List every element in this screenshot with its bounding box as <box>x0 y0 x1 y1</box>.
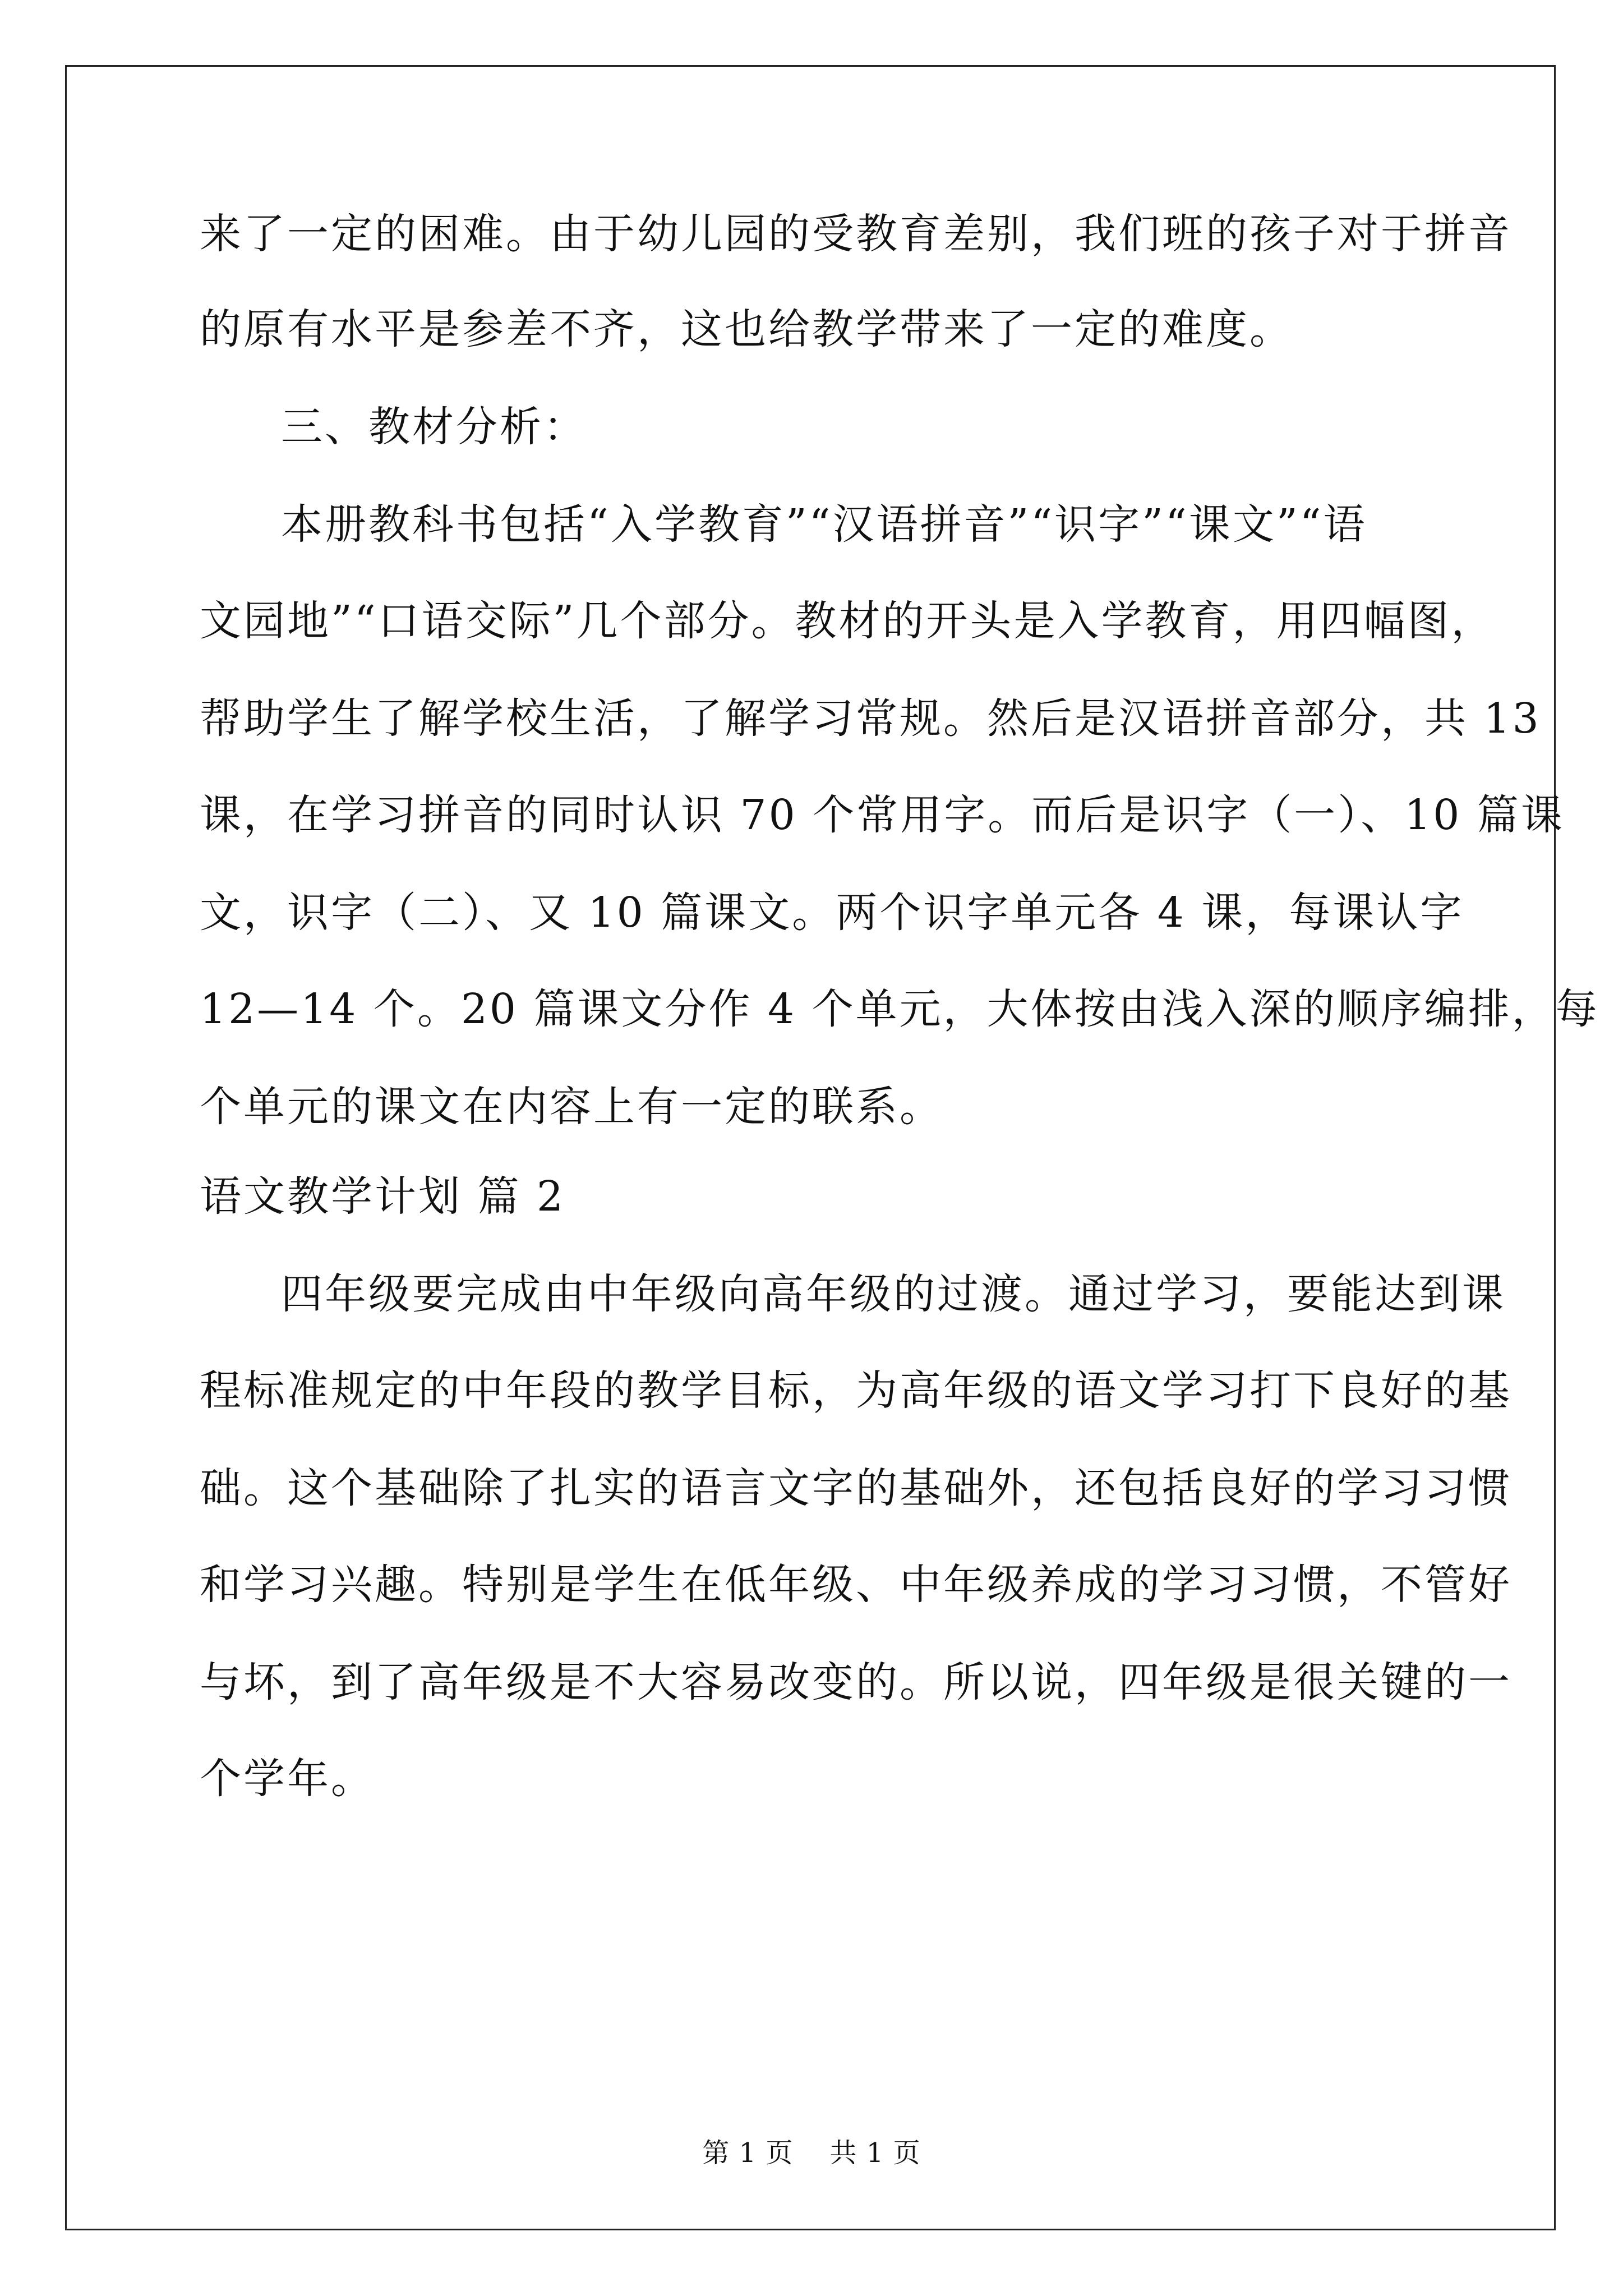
body-line: 的原有水平是参差不齐，这也给教学带来了一定的难度。 <box>200 305 1293 353</box>
body-line: 个学年。 <box>200 1755 375 1803</box>
body-line: 程标准规定的中年段的教学目标，为高年级的语文学习打下良好的基 <box>200 1366 1512 1415</box>
plan-title: 语文教学计划 篇 2 <box>200 1172 566 1221</box>
body-line: 课，在学习拼音的同时认识 70 个常用字。而后是识字（一）、10 篇课 <box>200 791 1565 839</box>
body-line: 文，识字（二）、又 10 篇课文。两个识字单元各 4 课，每课认字 <box>200 889 1464 937</box>
page-border <box>65 65 1556 2230</box>
section-heading: 三、教材分析： <box>281 403 587 451</box>
body-line: 12—14 个。20 篇课文分作 4 个单元，大体按由浅入深的顺序编排，每 <box>200 985 1599 1033</box>
paragraph-start: 四年级要完成由中年级向高年级的过渡。通过学习，要能达到课 <box>281 1270 1506 1318</box>
body-line: 帮助学生了解学校生活，了解学习常规。然后是汉语拼音部分，共 13 <box>200 694 1541 743</box>
body-line: 来了一定的困难。由于幼儿园的受教育差别，我们班的孩子对于拼音 <box>200 210 1512 258</box>
body-line: 文园地”“口语交际”几个部分。教材的开头是入学教育，用四幅图， <box>200 597 1495 645</box>
paragraph-start: 本册教科书包括“入学教育”“汉语拼音”“识字”“课文”“语 <box>281 500 1367 549</box>
page-footer: 第 1 页 共 1 页 <box>702 2137 921 2169</box>
body-line: 个单元的课文在内容上有一定的联系。 <box>200 1083 943 1131</box>
body-line: 和学习兴趣。特别是学生在低年级、中年级养成的学习习惯，不管好 <box>200 1561 1512 1609</box>
body-line: 与坏，到了高年级是不大容易改变的。所以说，四年级是很关键的一 <box>200 1658 1512 1706</box>
body-line: 础。这个基础除了扎实的语言文字的基础外，还包括良好的学习习惯 <box>200 1464 1512 1512</box>
